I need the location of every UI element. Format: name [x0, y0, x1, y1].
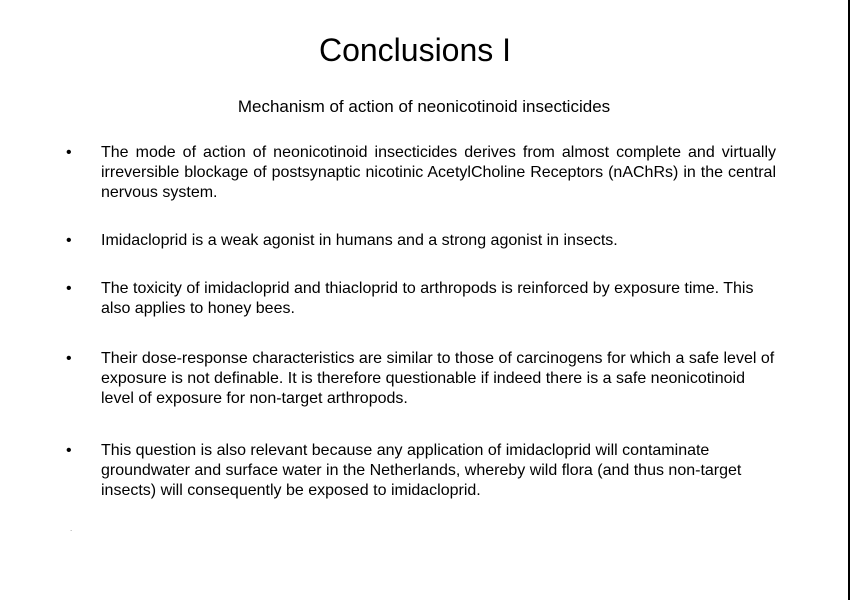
bullet-text: Imidacloprid is a weak agonist in humans and a strong agonist in insects. [101, 232, 618, 249]
bullet-text: The toxicity of imidacloprid and thiacloprid to arthropods is reinforced by exposure time. This also applies to honey bees. [101, 280, 754, 317]
bullet-icon: • [66, 442, 72, 459]
bullet-text: The mode of action of neonicotinoid insecticides derives from almost complete and virtually irreversible blockage of postsynaptic nicotinic AcetylCholine Receptors (nAChRs) in the central nervous system. [101, 144, 776, 201]
slide-title: Conclusions I [318, 32, 512, 68]
bullet-item-groundwater [66, 441, 776, 521]
bullet-text: Their dose-response characteristics are similar to those of carcinogens for which a safe level of exposure is not definable. It is therefore questionable if indeed there is a safe neonicotinoid level of exposure for non-target arthropods. [101, 350, 775, 407]
bullet-icon: • [66, 144, 72, 161]
stray-mark: . [70, 524, 73, 533]
bullet-icon: • [66, 280, 72, 297]
bullet-icon: • [66, 232, 72, 249]
bullet-item-agonist [66, 231, 776, 279]
slide-subtitle: Mechanism of action of neonicotinoid insecticides [237, 97, 611, 116]
bullet-item-dose-response [66, 349, 776, 441]
bullet-text: This question is also relevant because any application of imidacloprid will contaminate groundwater and surface water in the Netherlands, whereby wild flora (and thus non-target insects) will consequently be exposed to imidacloprid. [101, 442, 742, 499]
bullet-item-toxicity [66, 279, 776, 349]
bullet-icon: • [66, 350, 72, 367]
bullet-item-mode-of-action [66, 143, 776, 231]
bullet-list [66, 143, 776, 521]
